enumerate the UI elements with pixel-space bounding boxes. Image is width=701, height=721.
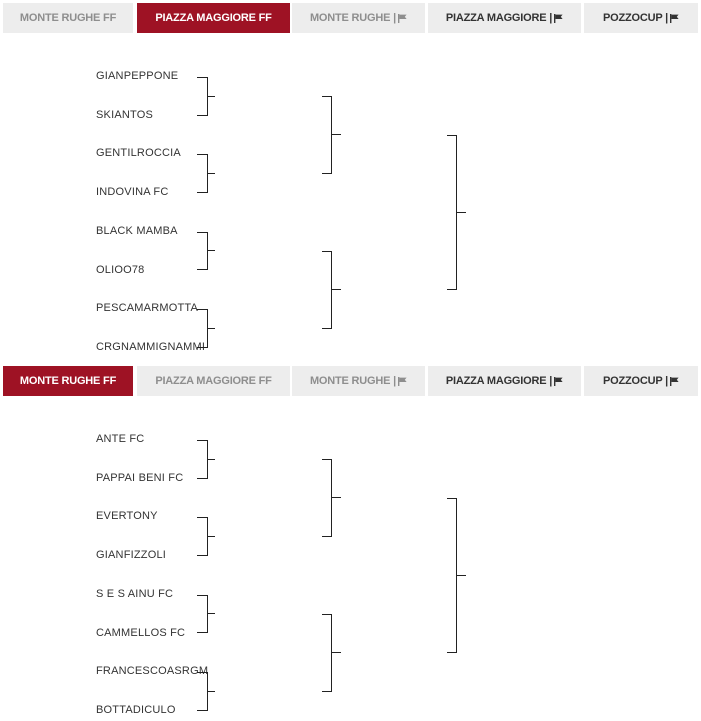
tab-piazza-maggiore[interactable] xyxy=(428,3,581,33)
team-name: S E S AINU FC xyxy=(96,587,174,600)
tab-label: POZZOCUP | xyxy=(602,12,669,24)
tab-label: PIAZZA MAGGIORE | xyxy=(445,12,553,24)
tab-label: MONTE RUGHE | xyxy=(309,375,397,387)
bracket-round1-stub xyxy=(207,173,215,174)
tab-label: PIAZZA MAGGIORE FF xyxy=(155,12,272,24)
team-name: CRGNAMMIGNAMMI xyxy=(96,340,206,353)
bracket-round2-stub xyxy=(331,497,341,498)
flag-icon xyxy=(554,377,563,386)
bracket-round1-stub xyxy=(207,459,215,460)
bracket-round2-stub xyxy=(331,289,341,290)
tab-label: MONTE RUGHE FF xyxy=(19,12,117,24)
tab-label: PIAZZA MAGGIORE FF xyxy=(155,375,272,387)
team-name: BOTTADICULO xyxy=(96,703,176,716)
tab-monte-rughe-ff[interactable] xyxy=(3,3,133,33)
tab-label: MONTE RUGHE | xyxy=(309,12,397,24)
tab-bar xyxy=(0,3,701,33)
bracket-panel xyxy=(0,366,701,721)
tab-monte-rughe-ff[interactable] xyxy=(3,366,133,396)
team-name: OLIOO78 xyxy=(96,263,145,276)
bracket-panel xyxy=(0,3,701,358)
flag-icon xyxy=(670,377,679,386)
tab-pozzocup[interactable] xyxy=(584,366,698,396)
team-name: CAMMELLOS FC xyxy=(96,626,186,639)
bracket-final-stub xyxy=(456,575,466,576)
team-name: PAPPAI BENI FC xyxy=(96,471,184,484)
tab-monte-rughe[interactable] xyxy=(292,3,425,33)
tab-pozzocup[interactable] xyxy=(584,3,698,33)
flag-icon xyxy=(398,14,407,23)
bracket-round2-stub xyxy=(331,652,341,653)
team-name: GIANFIZZOLI xyxy=(96,549,167,562)
tab-bar xyxy=(0,366,701,396)
bracket-round1-stub xyxy=(207,328,215,329)
tab-piazza-maggiore[interactable] xyxy=(428,366,581,396)
bracket-round1-stub xyxy=(207,691,215,692)
tab-label: PIAZZA MAGGIORE | xyxy=(445,375,553,387)
team-name: FRANCESCOASRGM xyxy=(96,665,209,678)
team-name: PESCAMARMOTTA xyxy=(96,302,199,315)
bracket-round1-stub xyxy=(207,536,215,537)
tab-label: MONTE RUGHE FF xyxy=(19,375,117,387)
team-name: EVERTONY xyxy=(96,510,158,523)
team-name: SKIANTOS xyxy=(96,108,154,121)
team-name: GIANPEPPONE xyxy=(96,70,179,82)
bracket-round1-stub xyxy=(207,96,215,97)
tab-monte-rughe[interactable] xyxy=(292,366,425,396)
team-name: ANTE FC xyxy=(96,433,145,445)
tab-piazza-maggiore-ff[interactable] xyxy=(137,3,290,33)
bracket-round1-stub xyxy=(207,613,215,614)
flag-icon xyxy=(670,14,679,23)
team-name: BLACK MAMBA xyxy=(96,224,178,237)
tab-piazza-maggiore-ff[interactable] xyxy=(137,366,290,396)
flag-icon xyxy=(554,14,563,23)
team-name: INDOVINA FC xyxy=(96,186,169,199)
flag-icon xyxy=(398,377,407,386)
bracket-final-stub xyxy=(456,212,466,213)
bracket-round1-stub xyxy=(207,250,215,251)
team-name: GENTILROCCIA xyxy=(96,147,181,160)
bracket-round2-stub xyxy=(331,134,341,135)
tab-label: POZZOCUP | xyxy=(602,375,669,387)
